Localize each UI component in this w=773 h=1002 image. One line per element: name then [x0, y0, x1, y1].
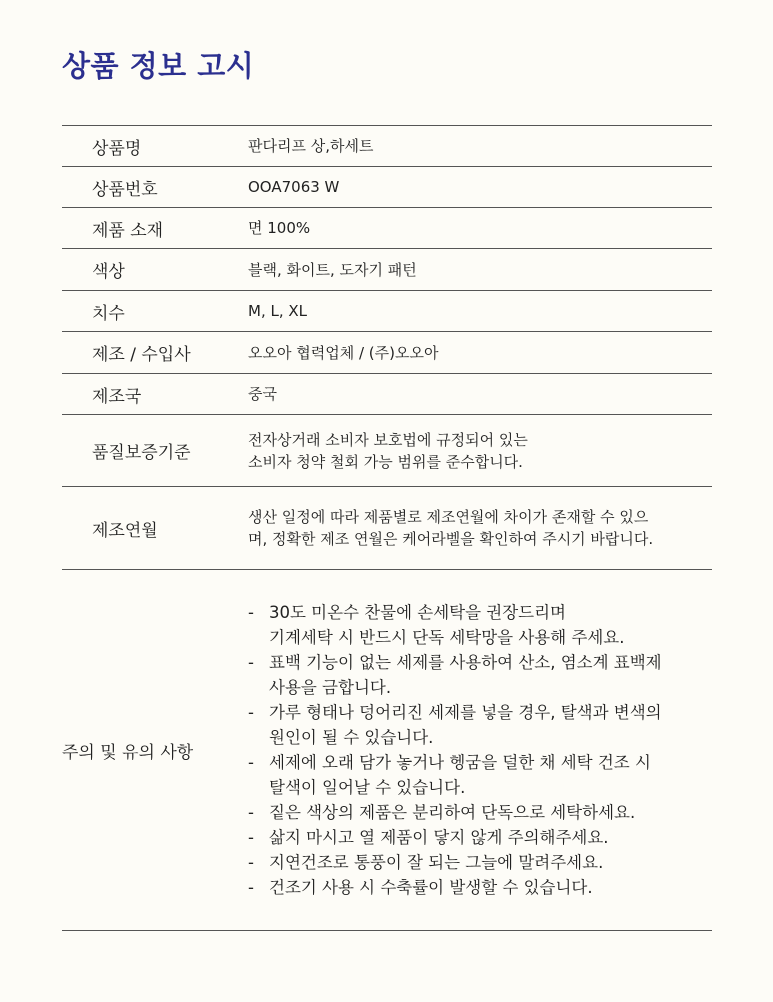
dash-marker: -: [248, 853, 254, 872]
caution-line: 짙은 색상의 제품은 분리하여 단독으로 세탁하세요.: [269, 803, 636, 822]
row-label: 상품번호: [92, 179, 158, 200]
caution-item: [248, 800, 712, 825]
row-value: [248, 429, 712, 473]
row-value: [248, 259, 712, 281]
row-product-number: [62, 167, 712, 208]
row-label: 치수: [92, 303, 125, 324]
row-value: [248, 300, 712, 322]
row-manufacture-date: [62, 487, 712, 570]
value-line: 중국: [248, 385, 277, 403]
row-value: [248, 506, 712, 550]
caution-line: 세제에 오래 담가 놓거나 헹굼을 덜한 채 세탁 건조 시: [269, 753, 651, 772]
value-line: 소비자 청약 철회 가능 범위를 준수합니다.: [248, 452, 523, 471]
caution-line: 지연건조로 통풍이 잘 되는 그늘에 말려주세요.: [269, 853, 604, 872]
value-line: M, L, XL: [248, 302, 308, 320]
value-line: 면 100%: [248, 219, 311, 237]
page-title: 상품 정보 고시: [62, 49, 255, 83]
row-label: 제조연월: [92, 520, 158, 541]
dash-marker: -: [248, 803, 254, 822]
caution-line: 가루 형태나 덩어리진 세제를 넣을 경우, 탈색과 변색의: [269, 703, 662, 722]
row-caution: [62, 570, 712, 931]
product-info-table: [62, 125, 712, 931]
caution-line: 표백 기능이 없는 세제를 사용하여 산소, 염소계 표백제: [269, 653, 662, 672]
row-quality-standard: [62, 415, 712, 487]
caution-line: 기계세탁 시 반드시 단독 세탁망을 사용해 주세요.: [269, 628, 625, 647]
dash-marker: -: [248, 703, 254, 722]
caution-item: [248, 700, 712, 750]
caution-line: 탈색이 일어날 수 있습니다.: [269, 778, 466, 797]
row-value: [248, 176, 712, 198]
row-color: [62, 249, 712, 291]
dash-marker: -: [248, 603, 254, 622]
caution-line: 사용을 금합니다.: [269, 678, 392, 697]
row-product-name: [62, 126, 712, 167]
dash-marker: -: [248, 828, 254, 847]
caution-item: [248, 825, 712, 850]
value-line: 블랙, 화이트, 도자기 패턴: [248, 260, 417, 279]
row-label: 제품 소재: [92, 220, 164, 241]
caution-line: 삶지 마시고 열 제품이 닿지 않게 주의해주세요.: [269, 828, 609, 847]
caution-line: 원인이 될 수 있습니다.: [269, 728, 434, 747]
row-size: [62, 291, 712, 332]
caution-line: 30도 미온수 찬물에 손세탁을 권장드리며: [269, 603, 566, 622]
row-label: 상품명: [92, 138, 142, 159]
dash-marker: -: [248, 878, 254, 897]
dash-marker: -: [248, 653, 254, 672]
value-line: 판다리프 상,하세트: [248, 137, 374, 155]
row-label: 제조국: [92, 386, 142, 407]
caution-item: [248, 600, 712, 650]
caution-item: [248, 750, 712, 800]
row-value: [248, 383, 712, 405]
value-line: OOA7063 W: [248, 178, 340, 196]
row-manufacturer: [62, 332, 712, 374]
row-material: [62, 208, 712, 249]
value-line: 전자상거래 소비자 보호법에 규정되어 있는: [248, 430, 528, 449]
value-line: 오오아 협력업체 / (주)오오아: [248, 343, 439, 362]
value-line: 며, 정확한 제조 연월은 케어라벨을 확인하여 주시기 바랍니다.: [248, 530, 654, 548]
row-label: 주의 및 유의 사항: [62, 742, 194, 763]
caution-item: [248, 650, 712, 700]
value-line: 생산 일정에 따라 제품별로 제조연월에 차이가 존재할 수 있으: [248, 508, 649, 526]
row-value: [248, 217, 712, 239]
caution-line: 건조기 사용 시 수축률이 발생할 수 있습니다.: [269, 878, 593, 897]
row-value: [248, 600, 712, 900]
row-value: [248, 135, 712, 157]
caution-list: [248, 600, 712, 900]
caution-item: [248, 875, 712, 900]
row-value: [248, 342, 712, 364]
row-label: 제조 / 수입사: [92, 345, 191, 365]
dash-marker: -: [248, 753, 254, 772]
caution-item: [248, 850, 712, 875]
row-label: 색상: [92, 262, 125, 282]
row-country: [62, 374, 712, 415]
row-label: 품질보증기준: [92, 443, 191, 463]
